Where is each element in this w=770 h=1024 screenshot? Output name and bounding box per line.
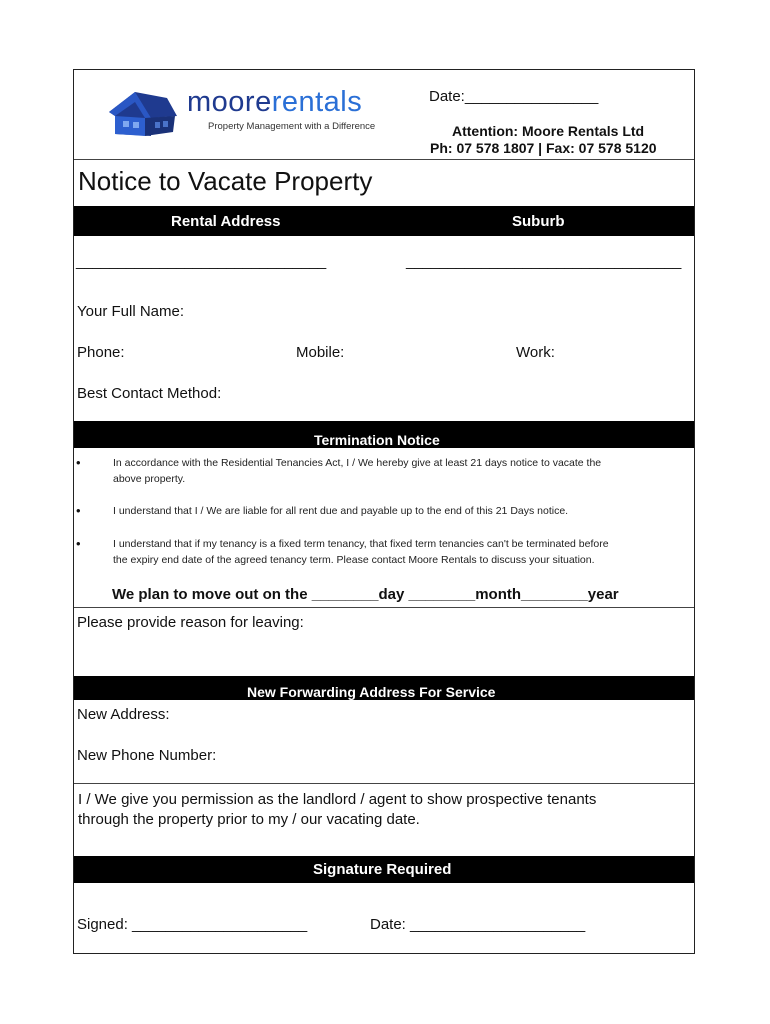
divider bbox=[74, 783, 694, 784]
permission-text bbox=[78, 790, 596, 830]
signed-field[interactable]: Signed: _____________________ bbox=[77, 916, 308, 933]
divider bbox=[74, 607, 694, 608]
signature-heading: Signature Required bbox=[313, 861, 452, 878]
brand-name-part2: rentals bbox=[271, 86, 363, 118]
forwarding-heading: New Forwarding Address For Service bbox=[247, 684, 496, 700]
phone-field[interactable]: Phone: bbox=[77, 344, 125, 361]
bullet-icon: • bbox=[76, 536, 81, 551]
bullet-icon: • bbox=[76, 503, 81, 518]
termination-item-line: the expiry end date of the agreed tenancy term. Please contact Moore Rentals to discuss your situation. bbox=[113, 554, 595, 566]
new-phone-field[interactable]: New Phone Number: bbox=[77, 747, 217, 764]
suburb-line[interactable]: _________________________________ bbox=[406, 253, 682, 270]
suburb-heading: Suburb bbox=[512, 213, 565, 230]
brand-name-part1: moore bbox=[187, 86, 272, 118]
address-header-bar bbox=[74, 206, 694, 236]
work-field[interactable]: Work: bbox=[516, 344, 555, 361]
permission-line: through the property prior to my / our vacating date. bbox=[78, 811, 420, 828]
reason-for-leaving-field[interactable]: Please provide reason for leaving: bbox=[77, 614, 304, 631]
page-title: Notice to Vacate Property bbox=[78, 166, 373, 196]
termination-header-bar bbox=[74, 421, 694, 448]
signature-date-field[interactable]: Date: _____________________ bbox=[370, 916, 586, 933]
termination-item-line: In accordance with the Residential Tenancies Act, I / We hereby give at least 21 days notice to vacate the bbox=[113, 457, 602, 469]
signature-header-bar bbox=[74, 856, 694, 883]
permission-line: I / We give you permission as the landlord / agent to show prospective tenants bbox=[78, 791, 597, 808]
rental-address-line[interactable]: ______________________________ bbox=[76, 253, 327, 270]
forwarding-header-bar bbox=[74, 676, 694, 700]
termination-item-line: above property. bbox=[113, 473, 186, 485]
termination-heading: Termination Notice bbox=[314, 432, 440, 448]
rental-address-heading: Rental Address bbox=[171, 213, 281, 230]
full-name-field[interactable]: Your Full Name: bbox=[77, 303, 184, 320]
notice-form bbox=[73, 69, 695, 954]
divider bbox=[74, 159, 694, 160]
header-date: Date:________________ bbox=[429, 88, 599, 105]
header-attention: Attention: Moore Rentals Ltd bbox=[452, 123, 645, 139]
termination-item-line: I understand that I / We are liable for all rent due and payable up to the end of this 21 Days notice. bbox=[113, 505, 569, 517]
contact-method-field[interactable]: Best Contact Method: bbox=[77, 385, 222, 402]
move-out-date-field[interactable]: We plan to move out on the ________day ________month________year bbox=[112, 586, 619, 603]
bullet-icon: • bbox=[76, 455, 81, 470]
mobile-field[interactable]: Mobile: bbox=[296, 344, 345, 361]
header-contact: Ph: 07 578 1807 | Fax: 07 578 5120 bbox=[430, 140, 657, 156]
termination-item-line: I understand that if my tenancy is a fixed term tenancy, that fixed term tenancies can't be terminated before bbox=[113, 538, 609, 550]
brand-tagline: Property Management with a Difference bbox=[208, 121, 376, 132]
new-address-field[interactable]: New Address: bbox=[77, 706, 170, 723]
